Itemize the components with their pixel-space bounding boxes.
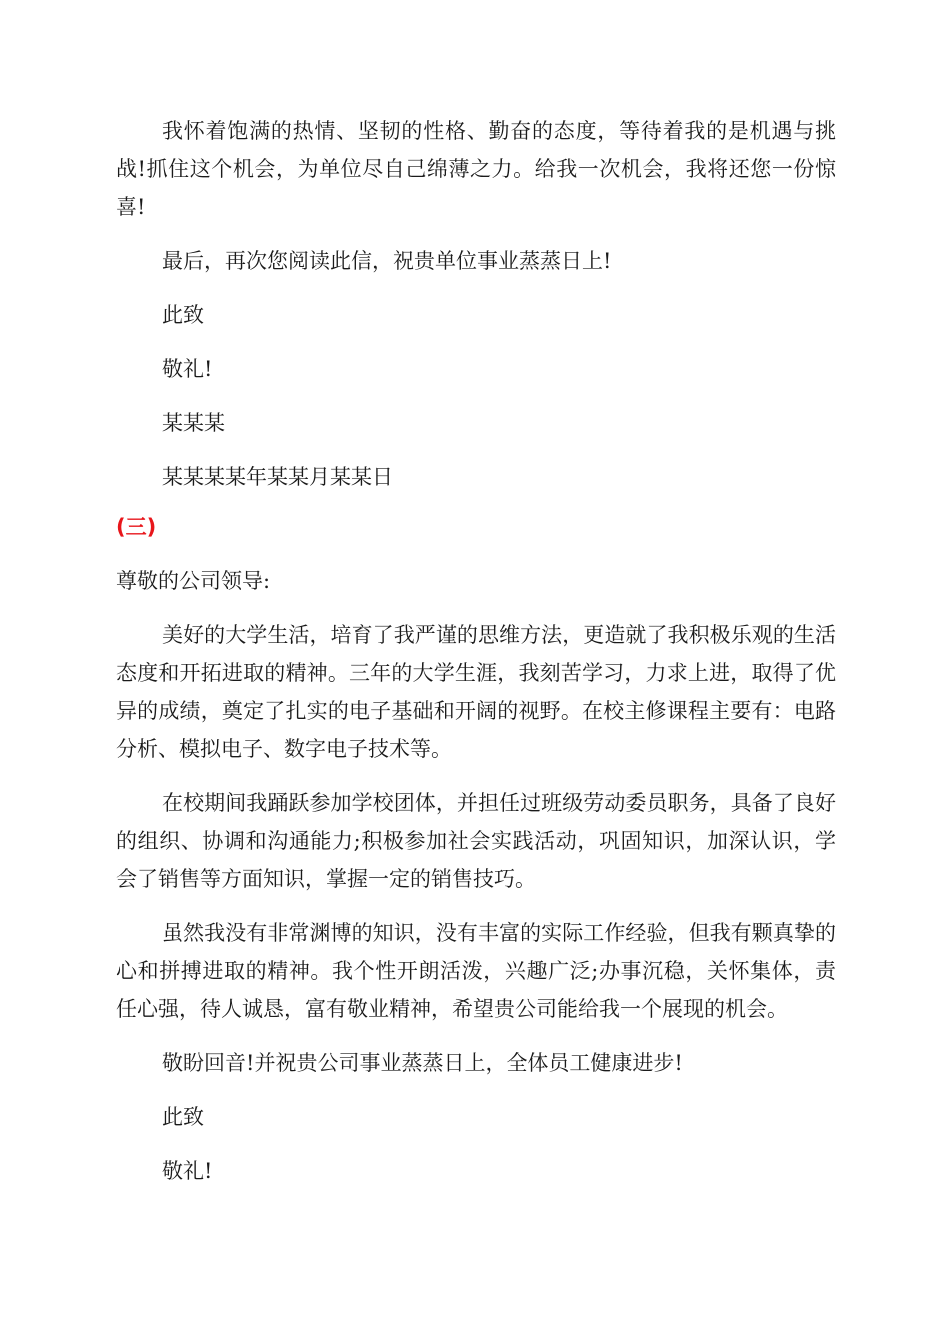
paragraph-final-wishes: 最后，再次您阅读此信，祝贵单位事业蒸蒸日上! [162,249,612,273]
paragraph-personal-qualities: 虽然我没有非常渊博的知识，没有丰富的实际工作经验，但我有颗真挚的心和拼搏进取的精神。我个性开朗活泼，兴趣广泛;办事沉稳，关怀集体，责任心强，待人诚恳，富有敬业精神，希望贵公司能给我一个展现的机会。 [116,921,836,1021]
paragraph-enthusiasm: 我怀着饱满的热情、坚韧的性格、勤奋的态度，等待着我的是机遇与挑战!抓住这个机会，为单位尽自己绵薄之力。给我一次机会，我将还您一份惊喜! [116,119,836,219]
paragraph-campus-activities: 在校期间我踊跃参加学校团体，并担任过班级劳动委员职务，具备了良好的组织、协调和沟通能力;积极参加社会实践活动，巩固知识，加深认识，学会了销售等方面知识，掌握一定的销售技巧。 [116,791,836,891]
document-page [116,112,836,1190]
signature-name: 某某某 [162,411,225,435]
salutation: 敬礼! [162,357,213,381]
letter-greeting: 尊敬的公司领导: [116,569,271,593]
closing-phrase-2: 此致 [162,1105,204,1129]
salutation-2: 敬礼! [162,1159,213,1183]
signature-date: 某某某某年某某月某某日 [162,465,393,489]
paragraph-closing-wishes: 敬盼回音!并祝贵公司事业蒸蒸日上，全体员工健康进步! [162,1051,683,1075]
closing-phrase: 此致 [162,303,204,327]
paragraph-university-life: 美好的大学生活，培育了我严谨的思维方法，更造就了我积极乐观的生活态度和开拓进取的精神。三年的大学生涯，我刻苦学习，力求上进，取得了优异的成绩，奠定了扎实的电子基础和开阔的视野。在校主修课程主要有：电路分析、模拟电子、数字电子技术等。 [116,623,836,761]
section-heading: (三) [116,515,157,539]
